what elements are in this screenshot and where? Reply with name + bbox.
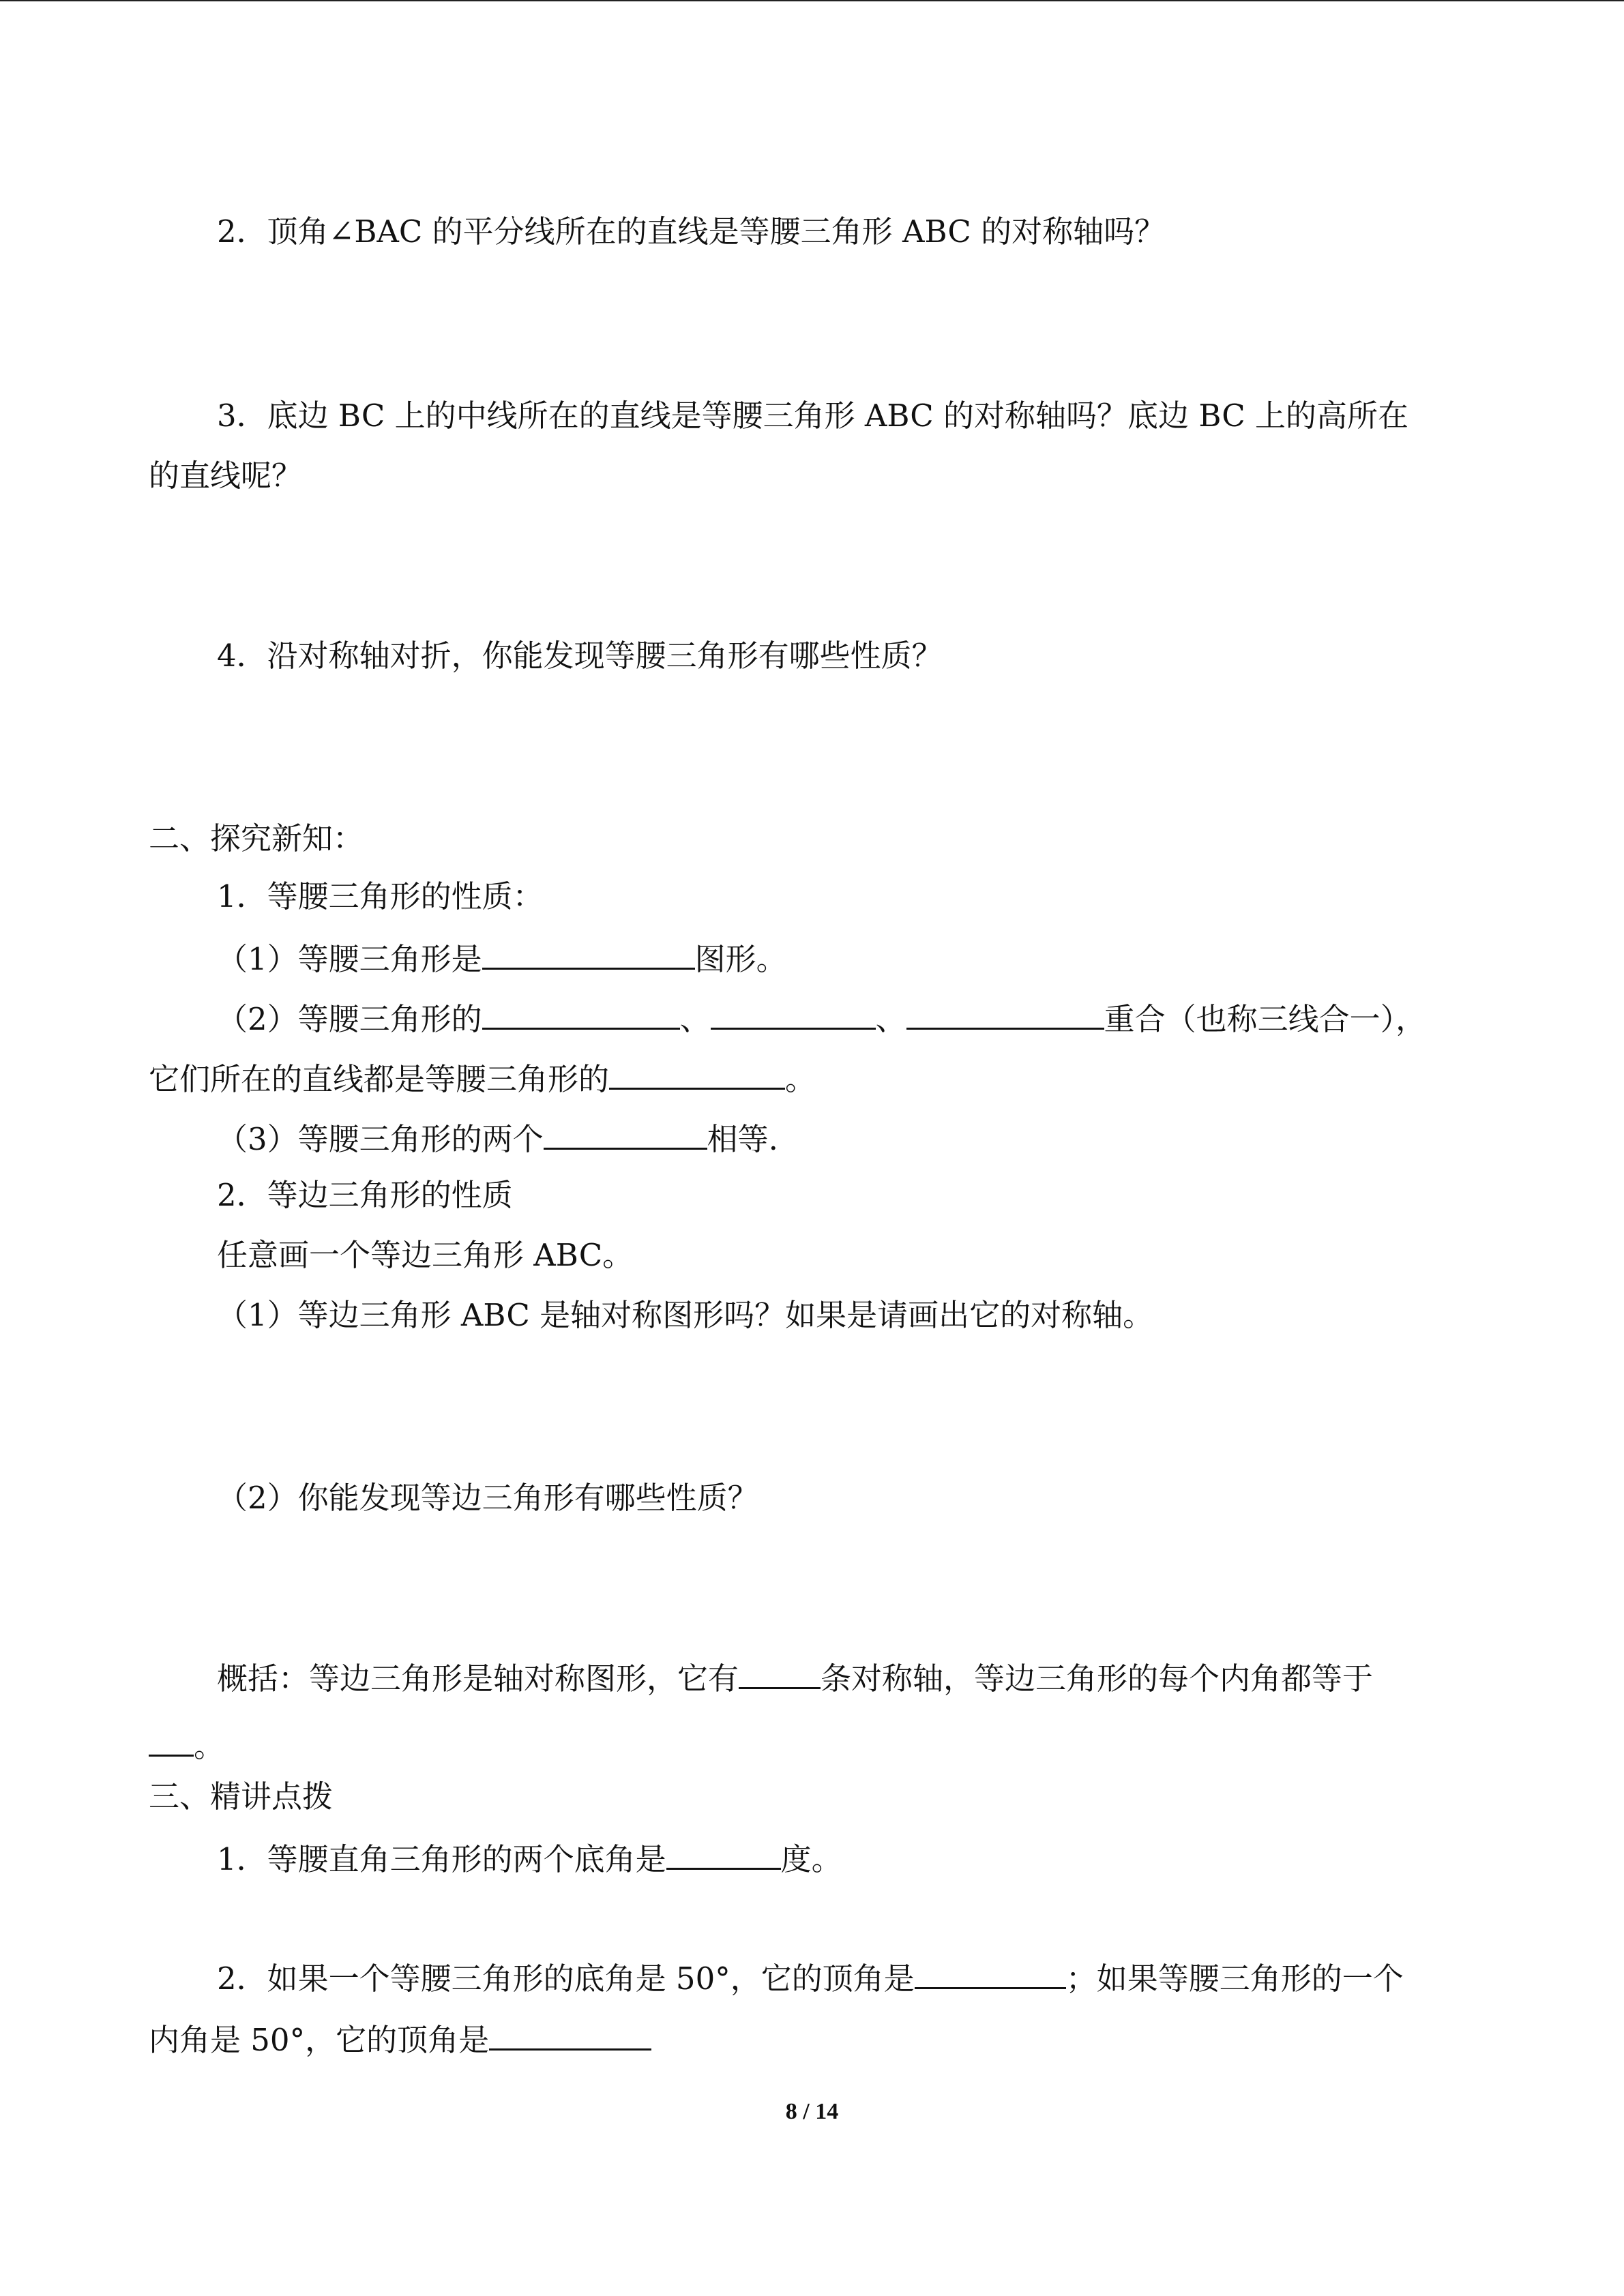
task-2-line2: 内角是 50°，它的顶角是 bbox=[149, 2018, 651, 2059]
task-2-line1: 2．如果一个等腰三角形的底角是 50°，它的顶角是 ；如果等腰三角形的一个 bbox=[217, 1957, 1404, 1998]
summary-line2: 。 bbox=[149, 1725, 224, 1765]
blank-4[interactable] bbox=[906, 998, 1104, 1030]
property-2-line2: 它们所在的直线都是等腰三角形的 。 bbox=[149, 1058, 816, 1099]
property-2-line1: （2）等腰三角形的 、 、 重合（也称三线合一）， bbox=[217, 998, 1426, 1039]
blank-8[interactable] bbox=[149, 1725, 194, 1757]
question-3-line2: 的直线呢？ bbox=[149, 458, 303, 494]
question-3-line1: 3．底边 BC 上的中线所在的直线是等腰三角形 ABC 的对称轴吗？底边 BC 上的高所在 bbox=[217, 398, 1408, 434]
property-3: （3）等腰三角形的两个 相等. bbox=[217, 1118, 778, 1159]
blank-6[interactable] bbox=[544, 1118, 707, 1150]
property-1: （1）等腰三角形是 图形。 bbox=[217, 938, 787, 979]
blank-7[interactable] bbox=[739, 1657, 821, 1689]
blank-3[interactable] bbox=[711, 998, 876, 1030]
question-2: 2．顶角∠BAC 的平分线所在的直线是等腰三角形 ABC 的对称轴吗？ bbox=[217, 213, 1166, 250]
task-1: 1．等腰直角三角形的两个底角是 度。 bbox=[217, 1838, 842, 1879]
subsection-equilateral-properties: 2．等边三角形的性质 bbox=[217, 1177, 513, 1213]
equilateral-question-2: （2）你能发现等边三角形有哪些性质？ bbox=[217, 1480, 758, 1516]
page-top-border bbox=[0, 0, 1624, 1]
subsection-isosceles-properties: 1．等腰三角形的性质： bbox=[217, 878, 544, 914]
blank-2[interactable] bbox=[482, 998, 680, 1030]
page-number: 8 / 14 bbox=[785, 2099, 839, 2124]
equilateral-question-1: （1）等边三角形 ABC 是轴对称图形吗？如果是请画出它的对称轴。 bbox=[217, 1297, 1154, 1333]
section-2-heading: 二、探究新知： bbox=[149, 820, 364, 856]
blank-1[interactable] bbox=[482, 938, 695, 970]
blank-11[interactable] bbox=[489, 2018, 651, 2051]
blank-5[interactable] bbox=[609, 1058, 785, 1090]
question-4: 4．沿对称轴对折，你能发现等腰三角形有哪些性质？ bbox=[217, 638, 943, 674]
blank-10[interactable] bbox=[915, 1957, 1066, 1989]
section-3-heading: 三、精讲点拨 bbox=[149, 1778, 334, 1815]
equilateral-task: 任意画一个等边三角形 ABC。 bbox=[217, 1237, 634, 1273]
summary-line1: 概括：等边三角形是轴对称图形，它有 条对称轴，等边三角形的每个内角都等于 bbox=[217, 1657, 1373, 1698]
blank-9[interactable] bbox=[666, 1838, 781, 1870]
